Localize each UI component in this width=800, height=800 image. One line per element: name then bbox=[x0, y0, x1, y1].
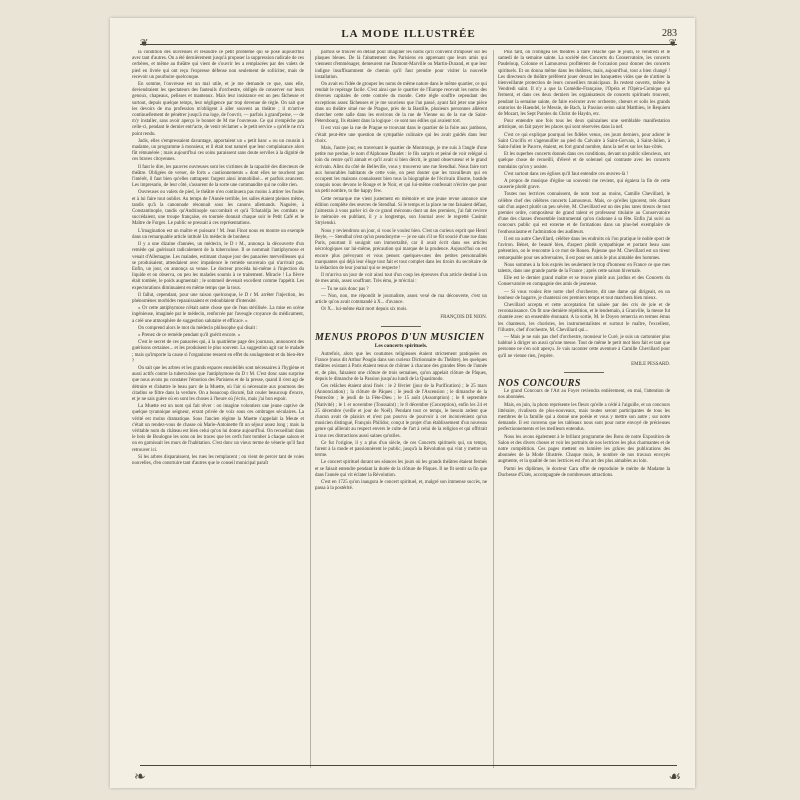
section-title: NOS CONCOURS bbox=[498, 377, 581, 389]
footer-ornament-left-icon: ❧ bbox=[134, 770, 146, 785]
footer-rule bbox=[140, 765, 677, 780]
paragraph: Il fallut, cependant, pour une raison quelconque, le D r M. arrêter l'injection, les phénomènes morbides reparaissaient et redoublaient d'intensité. bbox=[132, 292, 304, 304]
paragraph: On avait eu l'idée de grouper les noms de même nature dans le même quartier, ce qui rendait le repérage facile. C'est ainsi que le quartier de l'Europe recevait les noms des diverses capitales de cette contrée du monde. Cette règle souffre cependant des exceptions assez fâcheuses et je me souviens que l'an passé, ayant fait jeter une pièce dans un théâtre situé rue de Prague, près de la Bastille, plusieurs personnes allèrent chercher cette salle dans les environs de la rue de Vienne ou de la rue de Saint-Pétersbourg. Ils étaient dans la logique : ce sont nos édiles qui avaient tort. bbox=[315, 82, 487, 125]
paragraph: C'est le secret de ces panacées qui, à la quatrième page des journaux, annoncent des guérisons certaines... et les produisent le plus souvent. La suggestion agit sur le malade ; mais qu'importe la cause si l'organisme ressent en effet du soulagement et du bien-être ? bbox=[132, 340, 304, 364]
paragraph: « Or cette antiphymose n'était autre chose que de l'eau stérilisée. La mise en scène ingénieuse, imaginée par le médecin, renforcée par l'aveugle croyance du médicament, a créé une atmosphère de suggestion salutaire et efficace. » bbox=[132, 306, 304, 324]
column-divider bbox=[493, 50, 494, 768]
section-divider bbox=[564, 372, 604, 373]
paragraph: Cette remarque me vient justement en mémoire et une jeune revue annonce une édition complète des œuvres de Stendhal. Si le temps et la place ne me faisaient défaut, j'aimerais à vous parler ici de ce grand méconnu dont un des premiers, j'ai fait revivre le mémoire en publiant, il y a longtemps, son Journal avec le regretté Casimir Stryienski. bbox=[315, 196, 487, 227]
paragraph: On sait que les arbres et les grands espaces ensoleillés sont nécessaires à l'hygiène et aussi actifs contre la tuberculose que l'antiphymose du D r M. C'est donc sans surprise que nous avons pu constater l'émotion des Parisiens et de la presse, quand il s'est agi de détruire et d'abattre le beau parc de la Muette, où l'air si nécessaire aux poumons des citadins se filtre dans la verdure. On a beaucoup discuté, fait couler beaucoup d'encre, et je ne sais guère où en sont les choses à l'heure où j'écris, mais j'ai bon espoir. bbox=[132, 365, 304, 402]
header-rule bbox=[140, 44, 677, 45]
paragraph: Nous y reviendrons un jour, si vous le voulez bien. C'est un curieux esprit que Henri Beyle, — Stendhal n'est qu'un pseudonyme — je ne sais s'il se fût soucié d'une rue dans Paris, pourtant il souignit son immortalité, car il avait écrit dans ses articles nécrologiques sur lui-même, précaution qui marque de la prudence. Aujourd'hui on est encore plus prévoyant et vous pensez quelques-unes des petites personnalités marquantes qui déjà leur éloge tout fait et tout complet dans les tiroirs du secrétaire de la rédaction de leur journal qui se respecte ! bbox=[315, 228, 487, 271]
paragraph: — Non, non, me répondit le journaliste, assez vexé de ma découverte, c'est un article qu'on avait commandé à X... d'avance. bbox=[315, 293, 487, 305]
paragraph: L'imagination est un maître et puissant ! M. Jean Finot nous en montre un exemple dans un remarquable article intitulé Un médecin de bonheur. bbox=[132, 228, 304, 240]
paragraph: Il faut le dire, les pauvres ouvreuses sont les victimes de la rapacité des directeurs de théâtre. Obligées de verser, de forts « cautionnements » dont elles ne touchent pas l'intérêt, il faut bien qu'elles rattrapent l'argent ainsi immobilisé... et parfois avancent. Les impresario, de leur côté, s'assurent de la sorte une commandite qui ne coûte rien. bbox=[132, 164, 304, 189]
paragraph: — Mais je ne suis pas chef d'orchestre, monsieur le Curé, je suis un cartonnier plus habitué à diriger un aussi qu'une messe. Tout de même le petit mot bien fait et tant que personne ne s'en soit aperçu. Je vais raconter cette aventure à Camille Chevillard pour qu'il ne vienne rien, j'espère. bbox=[498, 334, 670, 359]
paragraph: Il est vrai que la rue de Prague se trouvant dans le quartier de la foire aux jambons, c'était peut-être une question de sympathie culinaire qui les avait guidés dans leur choix. bbox=[315, 126, 487, 144]
paragraph: Ces relâches étaient ainsi fixés : le 2 février (jour de la Purification) ; le 25 mars (Annonciation) ; la clôture de Pâques ; le jeudi de l'Ascension ; le dimanche de la Pentecôte ; le jeudi de la Fête-Dieu ; le 15 août (Assomption) ; le 8 septembre (Nativité) ; le 1 er novembre (Toussaint) ; le 8 décembre (Conception), enfin les 24 et 25 décembre (veille et jour de Noël). Pendant tout ce temps, le besoin ardent que chacun avait de plaisirs et n'est pas pourvu de pourvoir à cet inconvénient qu'un musicien distingué, François Philidor, conçut le projet d'un établissement d'un nouveau genre qui allierait au respect envers le culte de l'art à celui de la religion et qui offrirait à tous ces distractions aussi saines qu'utiles. bbox=[315, 383, 487, 439]
column-1 bbox=[132, 50, 304, 468]
paragraph: Et les superbes concerts donnés dans ces conditions, devant un public silencieux, ont quelque chose de recueilli, d'élevé et de solennel qui contraste avec les concerts mondains qu'on y assiste. bbox=[498, 152, 670, 170]
paragraph: — Si vous voulez être notre chef d'orchestre, dit une dame qui dirigeait, en un bonheur de bagarre, je chanterai ces premiers temps et tout marchera bien mieux. bbox=[498, 289, 670, 301]
section-body bbox=[315, 352, 487, 492]
paragraph: On comprend alors le mot du médecin philosophe qui disait : bbox=[138, 325, 258, 331]
paragraph: En somme, l'ouvreuse est un mal utile, et je me demande ce que, sans elle, deviendraient les spectateurs des fauteuils d'orchestre, obligés de conserver sur leurs genoux, chapeaux, pelisses et manteaux. Mais leur insistance est un peu fâcheuse et surtout, depuis quelque temps, leur négligence par trop devenue de règle. On sait que les devoirs de ma profession m'obligent à aller souvent au théâtre ; il m'arrive continuellement de pénétrer jusqu'à ma loge, de l'ouvrir, — parfois à grand'peine, — de m'y installer, sans avoir aperçu le bonnet de M me l'ouvreuse. Ce qui n'empêche pas celle-ci, pendant le dernier entr'acte, de venir réclamer « le petit service » qu'elle ne m'a point rendu. bbox=[132, 82, 304, 137]
header-ornament-right-icon: ❦ bbox=[668, 38, 677, 49]
paragraph: Jadis, elles s'empressaient davantage, apportaient un « petit banc » ou un coussin à madame, un programme à monsieur, et il était tout naturel que leur complaisance alors fût rémunérée ; mais aujourd'hui ces soins paraissent sans doute serviles à la dignité de ces braves citoyennes. bbox=[132, 138, 304, 163]
paragraph: Le grand Concours de l'Art au Foyer reviendra entièrement, en mai, l'attention de nos abonnées. bbox=[498, 389, 670, 401]
paragraph: Ce fut l'origine, il y a plus d'un siècle, de ces Concerts spirituels qui, un temps, furent à la mode et passionnèrent le public, jusqu'à la Révolution qui vint y mettre un terme. bbox=[315, 440, 487, 459]
paragraph: A propos de musique d'église un souvenir me revient, qui égaiera la fin de cette causerie plutôt grave. bbox=[498, 179, 670, 191]
section-body bbox=[498, 389, 670, 479]
paragraph: Mais, en juin, la photo représente les fleurs qu'elle a cédé à l'aiguille, et un concours littéraire, rivalisera de plus-nouveaux, mais toutes seront participantes de tous les membres de la famille qui a donné une poésie et vous y mettre son autre ; sur notre demande. Il est convenu que les tableaux nous sont pour notre envoyé de précieuses perfectionnements et les meilleurs entendus. bbox=[498, 402, 670, 433]
column-1-body bbox=[132, 50, 304, 467]
paragraph: Il est un autre Chevillard, célèbre dans les endroits où l'on pratique le noble sport de l'aviron. Bénet, de beauté bien, d'aspect plutôt sympathique et portant beau sans prétention, on le rencontre à ce mot de Rouen. Pajeune que M. Chevillard est un tireur remarquable pour ses adversaires, il est pour ses amis le plus aimable des hommes. bbox=[498, 236, 670, 261]
section-title: MENUS PROPOS D'UN MUSICIEN bbox=[315, 331, 485, 343]
paragraph: Autrefois, alors que les coutumes religieuses étaient strictement pratiquées en France (nous dit Arthur Pougin dans son curieux Dictionnaire du Théâtre), les quelques théâtres existant à Paris étaient tenus de chômer à chacune des grandes fêtes de l'année et, de plus, faisaient une clôture de trois semaines, qu'on appelait clôture de Pâques, depuis le dimanche de la Passion jusqu'au lundi de la Quasimodo. bbox=[315, 351, 487, 382]
paragraph: Parmi les diplômes, le docteur Cara offre de reproduire le mérite de Madame la Duchesse d'Uzès, accompagnée de nombreuses attractions. bbox=[498, 466, 670, 478]
footer-ornament-right-icon: ☙ bbox=[668, 770, 681, 785]
paragraph: « Prenez de ce remède pendant qu'il guérit encore. » bbox=[138, 332, 241, 338]
signature: FRANÇOIS DE NION. bbox=[440, 315, 487, 321]
paragraph: — Tu ne sais donc pas ? bbox=[321, 286, 369, 292]
paragraph: Ouvreuses ou valets de pied, le théâtre n'en continuera pas moins à attirer les foules et à lui faire tout oublier. Au temps de l'Année terrible, les salles étaient pleines même, tandis qu'à la canonnade résonnait sous les canons allemands. Naguère, à Constantinople, tandis qu'Andrinople succombait et qu'à Tchataldja les combats se succédaient, une troupe française, en tournée donnait chaque soir le Petit Café et le Maître de Forges. Le public se pressait à ces représentations. bbox=[132, 190, 304, 227]
paragraph: Plus tard, on n'obligea les théâtres à faire relâche que le jeudi, le vendredi et le samedi de la semaine sainte. La société des Concerts du Conservatoire, les concerts Pasdeloup, Colonne et Lamoureux profitèrent de l'occasion pour donner des concerts spirituels. Et on donna même dans les théâtres, mais, aujourd'hui, tout a bien changé ! Les directeurs de théâtre préfèrent jouer devant les banquettes vides que de n'attirer la bienveillante protection de leurs conseillers municipaux. Ils restent ouverts, même le Vendredi saint. Il n'y a que la Comédie-Française, l'Opéra et l'Opéra-Comique qui ferment, et dans ces deux derniers les organisateurs de concerts spirituels trouvent, pendant la semaine sainte, de faire exécuter avec orchestre, chœurs et solis les grands oratorios de Haendel, le Messie, de Bach, la Passion selon saint Matthieu, le Requiem de Mozart, les Sept Paroles du Christ de Haydn, etc. bbox=[498, 50, 670, 118]
column-3 bbox=[498, 50, 670, 480]
paragraph: Elle est le dernier grand maître et se trouve plutôt aux jardins et des Concerts du Conservatoire en compagnie des amis de jeunesse. bbox=[498, 276, 670, 288]
paragraph: C'est surtout dans ces églises qu'il faut entendre ces œuvres-là ! bbox=[504, 171, 628, 177]
paragraph: la condition des ouvreuses et résoudre ce petit problème qui se pose aujourd'hui avec tant d'autres. On a été dernièrement jusqu'à proposer la suppression radicale de ces cerbères, et même au théâtre qui vient de s'ouvrir les a remplacées par des valets de pied en livrée qui ont reçu l'expresse défense non seulement de solliciter, mais de recevoir un pourboire quelconque. bbox=[132, 50, 304, 80]
paragraph: Mais, l'autre jour, en traversant le quartier de Montrouge, je me suis à l'angle d'une petite rue perdue, le nom d'Alphonse Daudet : le fils surpris et peiné de voir relégué si loin du centre qu'il aimait et qu'il avait si bien décrit, le grand observateur et le grand écrivain. Allez du côté de Belleville, vous y trouverez une rue Stendhal. Nous faire tort aux honorables habitants de cette voie, on peut douter que les travailleurs qui en occupent les maisons connaissent bien tous la biographie de l'écrivain illustre, bastide conquis nous devons le Rouge et le Noir, et qui lui-même confessait n'écrire que pour un petit nombre, to the happy few. bbox=[315, 146, 487, 195]
column-2-body bbox=[315, 50, 487, 313]
paragraph: Nous les avons également à le brillant programme des Bons de notre Exposition de Salon et des divers choses et voir les portraits de nos lectrices les plus charmantes et de notre compétition. Ces pages mettent en lumière les grâces des publications des abonnées de la Mode Illustrée. Chaque mois, le nombre de nos travaux envoyés augmente, et la qualité de nos lectrices est d'un art des plus aimables au loin. bbox=[498, 434, 670, 465]
magazine-page bbox=[110, 18, 695, 788]
paragraph: C'est en 1725 qu'on inaugura le concert spirituel, et, malgré son immense succès, ne passa à la postérité. bbox=[315, 480, 487, 492]
section-divider bbox=[381, 326, 421, 327]
column-2 bbox=[315, 50, 487, 493]
paragraph: C'est ce qui explique pourquoi les fidèles venus, ces jours derniers, pour adorer le Saint Crucifix et s'agenouiller au pied du Calvaire à Saint-Gervais, à Saint-Julien, à Saint-Julien le Pauvre, étaient, en fort grand nombre, dans la nef et sur les bas-côtés. bbox=[498, 132, 670, 151]
section-subtitle: Les concerts spirituels. bbox=[374, 342, 428, 349]
signature: EMILE PESSARD. bbox=[631, 361, 670, 367]
paragraph: Nous sommes à la fois exprès les seulement le trop d'honneur en France ce que mes talents, dans une grande partie de la France ; après cette saison hivernale. bbox=[498, 262, 670, 274]
paragraph: Chevillard accepta et cette acceptation fut saluée par des cris de joie et de reconnaissance. On fit une dernière répétition, et le lendemain, à Granville, la messe fut chantée avec un ensemble étonnant. A la sortie, M. le Doyen remercia en termes émus les chanteurs, les choristes, les instrumentalistes et surtout le maître, l'excellent, l'illustre, chef d'orchestre, M. Chevillard qui... bbox=[498, 302, 670, 333]
paragraph: La Muette est un nom qui fait rêver : on imagine volontiers une jeune captive de quelque tyrannique seigneur, errant privée de voix sous ces ombrages séculaires. La vérité est moins dramatique. Sous l'ancien régime la Muette s'appelait la Meute et c'était un rendez-vous de chasse où Marie-Antoinette fit un séjour assez long ; mais la véritable nom du château est bien celui qu'on lui donne aujourd'hui. On recueillait dans le bois de Boulogne les sons on les traces que les cerfs font tomber à chaque saison et on en garnissait les murs de l'habitation. C'est donc un vieux terme de vénerie qu'il faut retrouver ici. bbox=[132, 404, 304, 453]
magazine-title: LA MODE ILLUSTRÉE bbox=[341, 28, 476, 40]
paragraph: Le concert spirituel durant ses séances les jours où les grands théâtres étaient fermés et se faisait entendre pendant la durée de la clôture de Pâques. Il ne fit sentir sa fin que dans l'année qui vit éclater la Révolution. bbox=[315, 460, 487, 478]
paragraph: Pour entendre une fois tous les deux quinzaines une semblable manifestation artistique, on fait payer les places qui sont réservées dans la nef. bbox=[498, 119, 670, 131]
paragraph: Or X... lui-même était mort depuis six mois. bbox=[321, 307, 408, 313]
page-number: 283 bbox=[662, 28, 677, 39]
paragraph: Il m'arriva un jour de voir ainsi tout d'un coup les épreuves d'un article destiné à un de mes amis, assez souffrant. Très ému, je m'écriai : bbox=[315, 273, 487, 285]
paragraph: Il y a une dizaine d'années, un médecin, le D r M., annonça la découverte d'un remède qui guérissait radicalement de la tuberculose. Il se nommait l'antiphymose et venait d'Allemagne. Les malades, estimant chaque jour des panacées merveilleuses qui se produisaient, attendaient avec impatience le remède souverain qui n'arrivait pas. Enfin, un jour, on annonça sa venue. Le docteur procéda lui-même à l'injection du liquide et on observa, on peu les malades soumis à ce traitement. Miracle ! La fièvre était tombée, le poids augmentait ; le sommeil devenait excellent comme l'appétit. Les expectorations diminuaient en même temps que la toux. bbox=[132, 242, 304, 291]
page-header bbox=[140, 26, 677, 46]
paragraph: Si les arbres disparaissent, les rues les remplacent ; on vient de percer tant de voies nouvelles, d'en construire tant d'autres que le conseil municipal paraît bbox=[132, 454, 304, 466]
paragraph: parfois se trouver en défaut pour imaginer les noms qu'il convient d'imposer sur les plaques bleues. De là l'abattement des Parisiens en apprenant que leurs amis qui viennent d'emménager, demeurent rue Dumont-Marville ou Martin-Durand, et que leur indigne insuffisamment de chemin qu'il faut prendre pour visiter la nouvelle installation. bbox=[315, 50, 487, 80]
column-3-body bbox=[498, 50, 670, 360]
paragraph: Toutes nos lectrices connaissent, de nom tout au moins, Camille Chevillard, le célèbre chef des célèbres concerts Lamoureux. Mais, ce qu'elles ignorent, très disant sait d'un aspect plutôt un peu sévère, M. Chevillard est un des plus rares tireurs de tout premier ordre, compositeur de grand talent et professeur titulaire au Conservatoire d'une des classes d'ensemble instrumental qu'on s'adonne à sa fête. Enfin j'ai suivi au concours public qui est externe et de formations dans un plus-bel exemplaire de l'enthousiasme et l'admiration des auditeurs. bbox=[498, 192, 670, 235]
header-ornament-left-icon: ❦ bbox=[140, 38, 149, 49]
column-divider bbox=[310, 50, 311, 768]
